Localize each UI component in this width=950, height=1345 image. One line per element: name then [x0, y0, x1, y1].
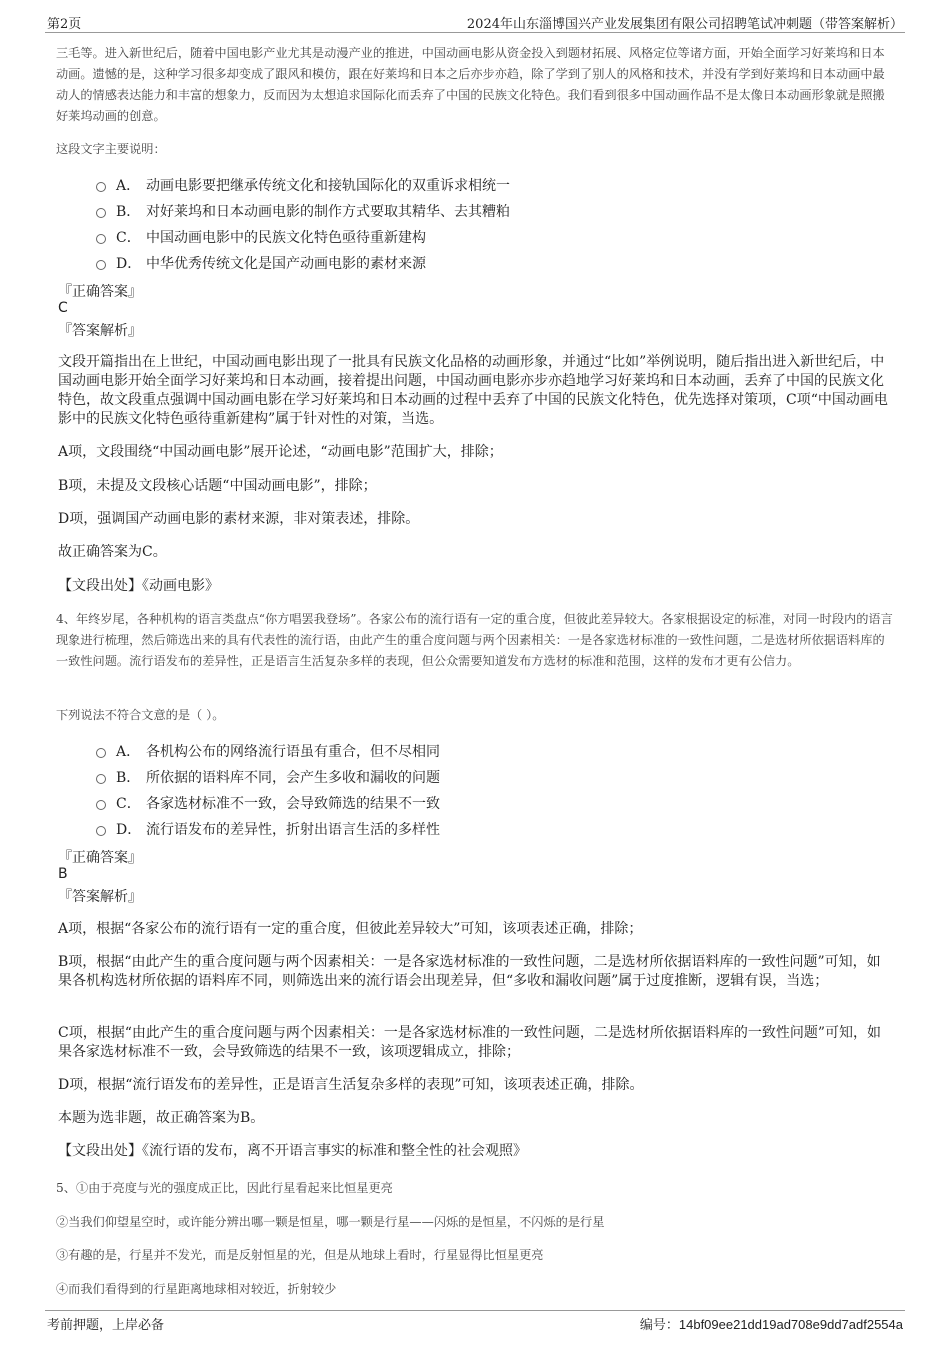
- q3-analysis-main: 文段开篇指出在上世纪，中国动画电影出现了一批具有民族文化品格的动画形象，并通过“比如”举例说明，随后指出进入新世纪后，中国动画电影开始全面学习好莱坞和日本动画，接着提出问题，中国动画电影亦步亦趋地学习好莱坞和日本动画，丢弃了中国的民族文化特色，故文段重点强调中国动画电影在学习好莱坞和日本动画的过程中丢弃了中国的民族文化特色，优先选择对策项，C项“中国动画电影中的民族文化特色亟待重新建构”属于针对性的对策，当选。: [58, 354, 888, 427]
- q4-answer: B: [58, 866, 68, 882]
- q3-option-c[interactable]: C． 中国动画电影中的民族文化特色亟待重新建构: [96, 227, 426, 247]
- q4-passage: 4、年终岁尾，各种机构的语言类盘点“你方唱罢我登场”。各家公布的流行语有一定的重合度，但彼此差异较大。各家根据设定的标准，对同一时段内的语言现象进行梳理，然后筛选出来的具有代表性的流行语，由此产生的重合度问题与两个因素相关：一是各家选材标准的一致性问题，二是选材所依据语料库的一致性问题。流行语发布的差异性，正是语言生活复杂多样的表现，但公众需要知道发布方选材的标准和范围，这样的发布才更有公信力。: [56, 612, 893, 668]
- header-rule: [45, 32, 905, 33]
- radio-icon[interactable]: [96, 774, 106, 784]
- footer-rule: [45, 1310, 905, 1311]
- footer-code-value: 14bf09ee21dd19ad708e9dd7adf2554a: [678, 1317, 903, 1332]
- q3-option-a[interactable]: A． 动画电影要把继承传统文化和接轨国际化的双重诉求相统一: [96, 175, 510, 195]
- q3-answer-label: 『正确答案』: [58, 284, 142, 300]
- q4-source: 【文段出处】《流行语的发布，离不开语言事实的标准和整全性的社会观照》: [58, 1143, 527, 1159]
- q4-analysis-d: D项，根据“流行语发布的差异性，正是语言生活复杂多样的表现”可知，该项表述正确，排除。: [58, 1077, 644, 1093]
- q4-option-a[interactable]: A． 各机构公布的网络流行语虽有重合，但不尽相同: [96, 741, 440, 761]
- q4-option-b[interactable]: B． 所依据的语料库不同，会产生多收和漏收的问题: [96, 767, 440, 787]
- q4-analysis-b: B项，根据“由此产生的重合度问题与两个因素相关：一是各家选材标准的一致性问题，二是选材所依据语料库的一致性问题”可知，如果各机构选材所依据的语料库不同，则筛选出来的流行语会出现差异，但“多收和漏收问题”属于过度推断，逻辑有误，当选；: [58, 954, 881, 989]
- q4-question: 下列说法不符合文意的是（ ）。: [56, 708, 225, 722]
- q4-option-d[interactable]: D． 流行语发布的差异性，折射出语言生活的多样性: [96, 819, 440, 839]
- q3-option-d[interactable]: D． 中华优秀传统文化是国产动画电影的素材来源: [96, 253, 426, 273]
- q5-sentence-4: ④而我们看得到的行星距离地球相对较近，折射较少: [56, 1282, 337, 1296]
- radio-icon[interactable]: [96, 826, 106, 836]
- radio-icon[interactable]: [96, 260, 106, 270]
- q3-analysis-b: B项，未提及文段核心话题“中国动画电影”，排除；: [58, 478, 377, 494]
- footer-code-label: 编号：: [639, 1318, 679, 1333]
- q3-analysis-label: 『答案解析』: [58, 323, 142, 339]
- q4-answer-label: 『正确答案』: [58, 850, 142, 866]
- q3-analysis-a: A项，文段围绕“中国动画电影”展开论述，“动画电影”范围扩大，排除；: [58, 444, 503, 460]
- radio-icon[interactable]: [96, 748, 106, 758]
- q3-answer: C: [58, 300, 68, 316]
- radio-icon[interactable]: [96, 182, 106, 192]
- q4-analysis-label: 『答案解析』: [58, 889, 142, 905]
- radio-icon[interactable]: [96, 234, 106, 244]
- q4-analysis-c: C项，根据“由此产生的重合度问题与两个因素相关：一是各家选材标准的一致性问题，二是选材所依据语料库的一致性问题”可知，如果各家选材标准不一致，会导致筛选的结果不一致，该项逻辑成立，排除；: [58, 1025, 882, 1060]
- q3-question: 这段文字主要说明：: [56, 142, 166, 156]
- q5-sentence-1: 5、①由于亮度与光的强度成正比，因此行星看起来比恒星更亮: [56, 1181, 393, 1195]
- document-title: 2024年山东淄博国兴产业发展集团有限公司招聘笔试冲刺题（带答案解析）: [466, 17, 903, 32]
- page-number: 第2页: [47, 17, 82, 32]
- q3-analysis-d: D项，强调国产动画电影的素材来源，非对策表述，排除。: [58, 511, 420, 527]
- q3-source: 【文段出处】《动画电影》: [58, 578, 219, 594]
- q4-analysis-a: A项，根据“各家公布的流行语有一定的重合度，但彼此差异较大”可知，该项表述正确，排除；: [58, 921, 643, 937]
- q3-option-b[interactable]: B． 对好莱坞和日本动画电影的制作方式要取其精华、去其糟粕: [96, 201, 510, 221]
- q3-passage: 三毛等。进入新世纪后，随着中国电影产业尤其是动漫产业的推进，中国动画电影从资金投入到题材拓展、风格定位等诸方面，开始全面学习好莱坞和日本动画。遗憾的是，这种学习很多却变成了跟风和模仿，跟在好莱坞和日本之后亦步亦趋，除了学到了别人的风格和技术，并没有学到好莱坞和日本动画中最动人的情感表达能力和丰富的想象力，反而因为太想追求国际化而丢弃了中国的民族文化特色。我们看到很多中国动画作品不是太像日本动画形象就是照搬好莱坞动画的创意。: [56, 46, 885, 123]
- q4-option-c[interactable]: C． 各家选材标准不一致，会导致筛选的结果不一致: [96, 793, 440, 813]
- radio-icon[interactable]: [96, 800, 106, 810]
- footer-code: [640, 1314, 903, 1333]
- radio-icon[interactable]: [96, 208, 106, 218]
- q5-sentence-2: ②当我们仰望星空时，或许能分辨出哪一颗是恒星，哪一颗是行星——闪烁的是恒星，不闪烁的是行星: [56, 1215, 605, 1229]
- q5-sentence-3: ③有趣的是，行星并不发光，而是反射恒星的光，但是从地球上看时，行星显得比恒星更亮: [56, 1248, 544, 1262]
- footer-slogan: 考前押题，上岸必备: [47, 1318, 165, 1333]
- q4-conclusion: 本题为选非题，故正确答案为B。: [58, 1110, 265, 1126]
- q3-conclusion: 故正确答案为C。: [58, 544, 167, 560]
